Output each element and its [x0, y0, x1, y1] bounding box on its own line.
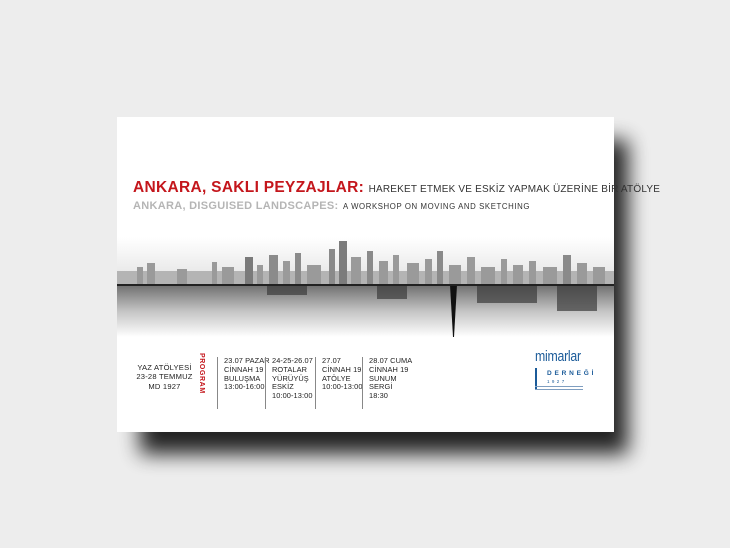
info-line-2: 23-28 TEMMUZ — [136, 372, 193, 382]
schedule-column — [265, 357, 313, 409]
poster-card — [117, 117, 661, 432]
program-label: PROGRAM — [198, 353, 205, 394]
schedule-activity: ATÖLYE — [322, 373, 351, 383]
schedule-place: CİNNAH 19 — [322, 364, 362, 374]
title-tr-subtitle: HAREKET ETMEK VE ESKİZ YAPMAK ÜZERİNE BİR ATÖLYE — [368, 184, 661, 195]
info-line-1: YAZ ATÖLYESİ — [137, 363, 192, 372]
title-en-subtitle: A WORKSHOP ON MOVING AND SKETCHING — [342, 202, 530, 211]
schedule-place: ROTALAR — [272, 364, 308, 374]
mimarlar-dernegi-logo — [535, 348, 597, 416]
schedule-activity: SUNUM — [369, 373, 397, 383]
schedule-column — [315, 357, 363, 409]
schedule-time: 10:00-13:00 — [322, 382, 363, 392]
schedule-place: CİNNAH 19 — [369, 364, 409, 374]
schedule-date: 27.07 — [322, 356, 341, 365]
logo-fine-print-lines — [535, 386, 583, 400]
logo-subtitle: DERNEĞİ — [547, 370, 597, 377]
schedule-date: 23.07 PAZAR — [224, 356, 270, 365]
info-line-3: MD 1927 — [148, 381, 181, 391]
schedule-column — [362, 357, 412, 409]
title-grey-text: ANKARA, DISGUISED LANDSCAPES: — [133, 200, 339, 212]
title-red-text: ANKARA, SAKLI PEYZAJLAR: — [133, 179, 365, 196]
logo-wordmark: mimarlar — [535, 348, 581, 365]
schedule-date: 28.07 CUMA — [369, 356, 413, 365]
logo-year: 1927 — [547, 379, 567, 384]
schedule-activity: ESKİZ — [272, 382, 294, 392]
mirrored-skyline-photo — [117, 237, 614, 337]
schedule-time: 10:00-13:00 — [272, 391, 313, 401]
schedule-activity: YÜRÜYÜŞ — [272, 373, 309, 383]
title-turkish — [133, 179, 660, 197]
schedule-activity: BULUŞMA — [224, 373, 261, 383]
schedule-activity: SERGİ — [369, 382, 393, 392]
schedule-place: CİNNAH 19 — [224, 364, 264, 374]
schedule-time: 13:00-16:00 — [224, 382, 265, 392]
schedule-column — [217, 357, 270, 409]
schedule-time: 18:30 — [369, 391, 388, 401]
schedule-date: 24-25-26.07 — [272, 356, 313, 365]
title-english — [133, 196, 530, 214]
